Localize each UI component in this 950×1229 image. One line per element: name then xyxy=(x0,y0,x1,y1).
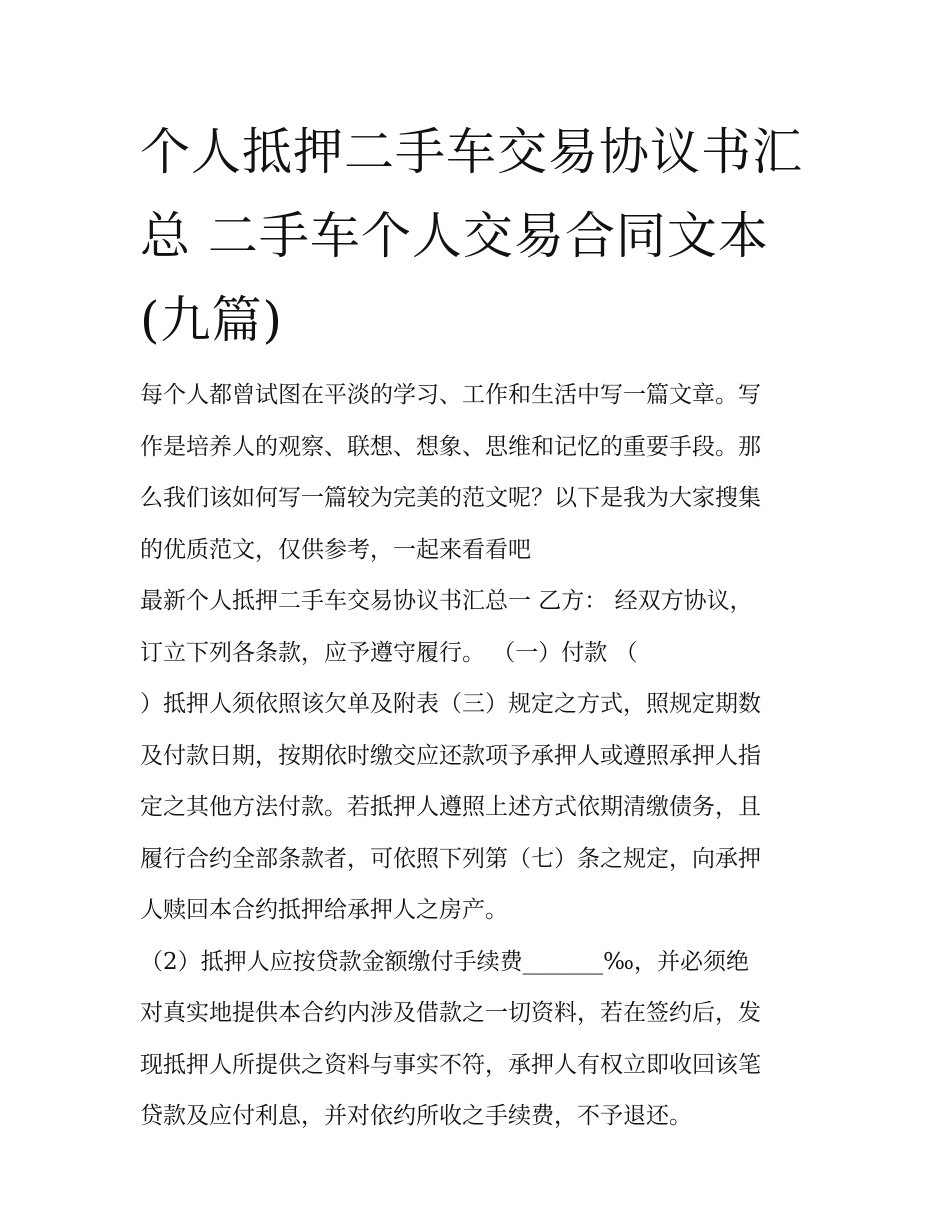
paragraph-line: 履行合约全部条款者，可依照下列第（七）条之规定，向承押 xyxy=(140,845,761,872)
title-line: (九篇) xyxy=(140,291,284,349)
paragraph-line: ）抵押人须依照该欠单及附表（三）规定之方式，照规定期数 xyxy=(140,691,761,717)
paragraph-line: 定之其他方法付款。若抵押人遵照上述方式依期清缴债务，且 xyxy=(140,794,761,820)
paragraph-line: 作是培养人的观察、联想、想象、思维和记忆的重要手段。那 xyxy=(140,433,761,460)
paragraph-line: 人赎回本合约抵押给承押人之房产。 xyxy=(140,897,508,923)
agreement-paragraph xyxy=(140,576,820,937)
paragraph-line: 贷款及应付利息，并对依约所收之手续费，不予退还。 xyxy=(140,1103,692,1129)
paragraph-line: 现抵押人所提供之资料与事实不符，承押人有权立即收回该笔 xyxy=(140,1051,761,1078)
intro-paragraph xyxy=(140,370,820,576)
title-line: 个人抵押二手车交易协议书汇 xyxy=(140,123,803,181)
paragraph-line: 最新个人抵押二手车交易协议书汇总一 乙方： 经双方协议， xyxy=(140,588,753,614)
title-line: 总 二手车个人交易合同文本 xyxy=(140,207,769,265)
document-title xyxy=(140,110,820,362)
paragraph-line: 每个人都曾试图在平淡的学习、工作和生活中写一篇文章。写 xyxy=(140,382,761,408)
paragraph-line: 及付款日期，按期依时缴交应还款项予承押人或遵照承押人指 xyxy=(140,742,761,769)
paragraph-line: 订立下列各条款，应予遵守履行。 （一）付款 （ xyxy=(140,639,638,666)
paragraph-line: 对真实地提供本合约内涉及借款之一切资料，若在签约后，发 xyxy=(140,1000,761,1026)
fee-clause-paragraph xyxy=(140,937,820,1143)
document-page xyxy=(140,110,820,1143)
paragraph-line: （2）抵押人应按贷款金额缴付手续费_______‰，并必须绝 xyxy=(140,948,749,975)
paragraph-line: 的优质范文，仅供参考，一起来看看吧 xyxy=(140,536,531,563)
paragraph-line: 么我们该如何写一篇较为完美的范文呢？以下是我为大家搜集 xyxy=(140,485,761,511)
